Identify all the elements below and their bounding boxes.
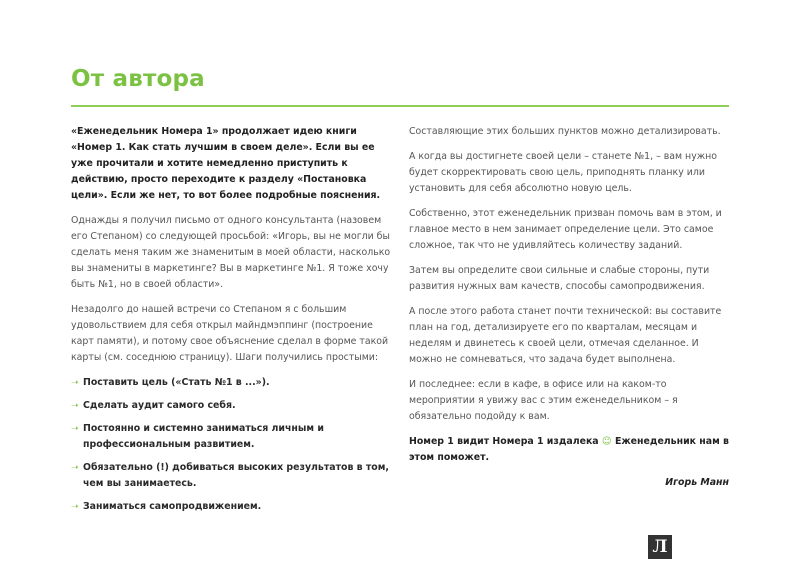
final-text-a: Номер 1 видит Номера 1 издалека xyxy=(409,436,599,447)
intro-paragraph: «Еженедельник Номера 1» продолжает идею книги «Номер 1. Как стать лучшим в своем деле». Если вы ее уже прочитали и хотите немедленно приступить к действию, просто переходите к разделу «Постановка цели». Если же нет, то вот более подробные пояснения. xyxy=(71,126,381,201)
step-text: Поставить цель («Стать №1 в ...»). xyxy=(83,377,270,388)
arrow-icon: ➝ xyxy=(71,401,79,411)
arrow-icon: ➝ xyxy=(71,424,79,434)
goal-paragraph: А когда вы достигнете своей цели – станете №1, – вам нужно будет скорректировать свою цель, приподнять планку или установить для себя абсолютно новую цель. xyxy=(409,151,718,194)
arrow-icon: ➝ xyxy=(71,463,79,473)
purpose-paragraph: Собственно, этот еженедельник призван помочь вам в этом, и главное место в нем занимает определение цели. Это самое сложное, так что не удивляйтесь количеству заданий. xyxy=(409,208,722,251)
author-signature: Игорь Манн xyxy=(665,477,729,488)
closing-paragraph: И последнее: если в кафе, в офисе или на каком-то мероприятии я увижу вас с этим еженедельником – я обязательно подойду к вам. xyxy=(409,379,678,422)
arrow-icon: ➝ xyxy=(71,502,79,512)
plan-paragraph: А после этого работа станет почти технической: вы составите план на год, детализируете его по кварталам, месяцам и неделям и двинетесь к своей цели, отмечая сделанное. И можно не сомневаться, что задача будет выполнена. xyxy=(409,306,722,365)
list-item xyxy=(71,460,391,492)
strengths-paragraph: Затем вы определите свои сильные и слабые стороны, пути развития нужных вам качеств, способы самопродвижения. xyxy=(409,265,710,292)
right-column xyxy=(409,124,729,491)
step-text: Постоянно и системно заниматься личным и профессиональным развитием. xyxy=(83,423,324,450)
steps-list xyxy=(71,375,391,515)
publisher-logo xyxy=(648,535,672,559)
left-column xyxy=(71,124,391,522)
story-paragraph: Однажды я получил письмо от одного консультанта (назовем его Степаном) со следующей просьбой: «Игорь, вы не могли бы сделать меня таким же знаменитым в моей области, насколько вы знамениты в маркетинге? Вы в маркетинге №1. Я тоже хочу быть №1, но в своей области». xyxy=(71,215,391,290)
list-item xyxy=(71,398,391,414)
mindmap-paragraph: Незадолго до нашей встречи со Степаном я с большим удовольствием для себя открыл майндмэппинг (построение карт памяти), и потому свое объяснение сделал в форме такой карты (см. соседнюю страницу). Шаги получились простыми: xyxy=(71,304,389,363)
title-divider xyxy=(71,105,729,107)
detail-paragraph: Составляющие этих больших пунктов можно детализировать. xyxy=(409,126,721,137)
step-text: Заниматься самопродвижением. xyxy=(83,501,262,512)
logo-letter: Л xyxy=(652,536,668,557)
smiley-icon: ☺ xyxy=(601,436,612,447)
list-item xyxy=(71,499,391,515)
final-paragraph xyxy=(409,434,729,466)
step-text: Сделать аудит самого себя. xyxy=(83,400,236,411)
list-item xyxy=(71,421,391,453)
page-title: От автора xyxy=(71,66,205,92)
list-item xyxy=(71,375,391,391)
arrow-icon: ➝ xyxy=(71,378,79,388)
step-text: Обязательно (!) добиваться высоких результатов в том, чем вы занимаетесь. xyxy=(83,462,389,489)
final-text-b: Еженедельник нам в этом поможет. xyxy=(409,436,729,463)
